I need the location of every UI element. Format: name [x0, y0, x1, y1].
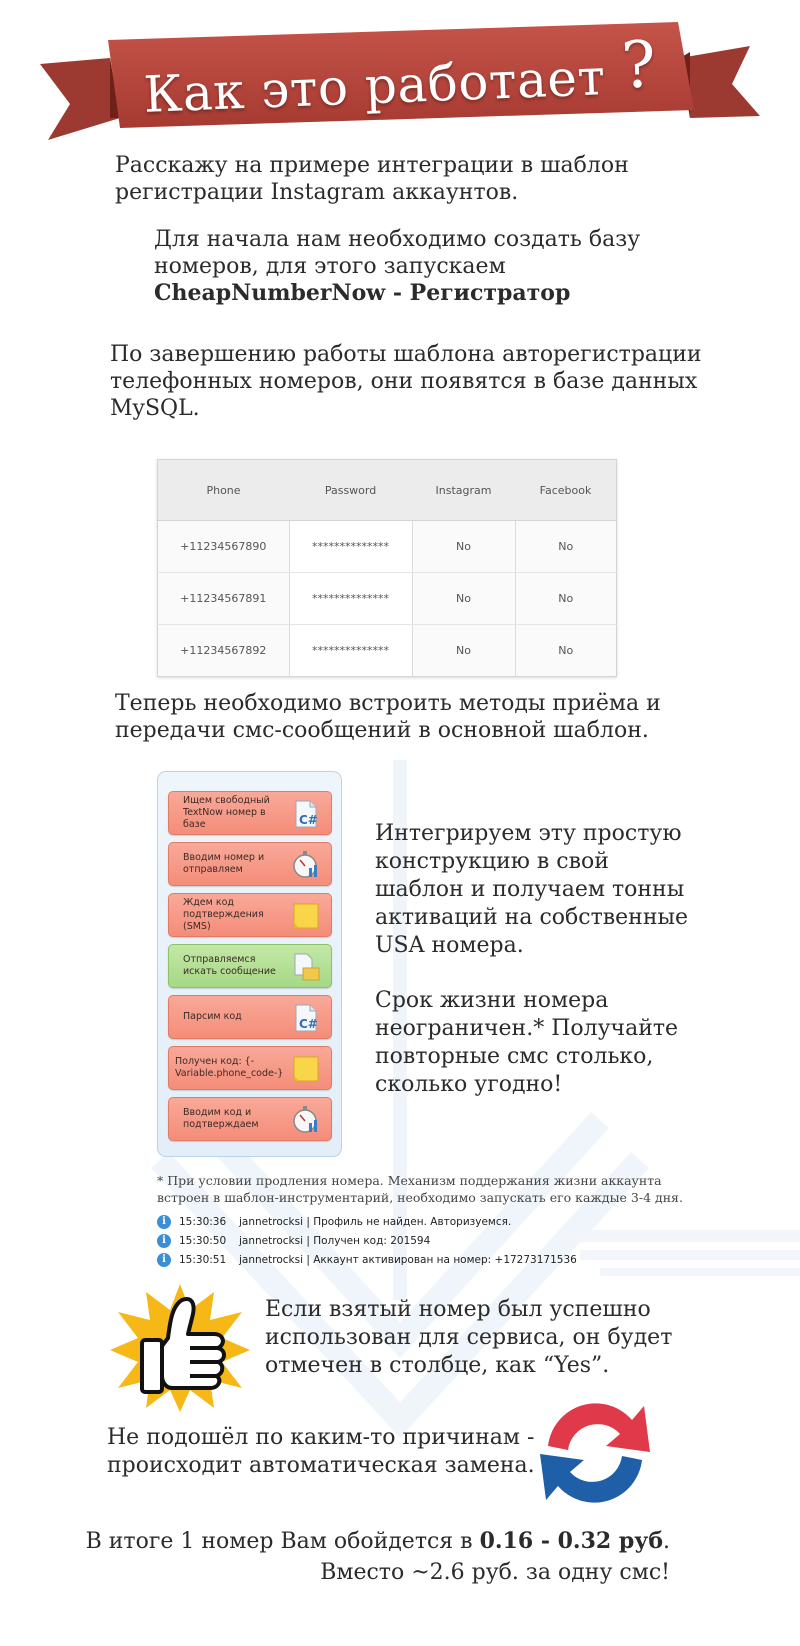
info-icon: i: [157, 1234, 171, 1248]
csharp-file-icon: [291, 799, 321, 829]
cell-password: **************: [289, 573, 412, 625]
intro-text: Расскажу на примере интеграции в шаблон регистрации Instagram аккаунтов.: [115, 153, 629, 205]
file-folder-icon: [291, 952, 321, 982]
cell-facebook: No: [515, 573, 616, 625]
log-message: jannetrocksi | Получен код: 201594: [239, 1234, 431, 1247]
template-steps-panel: [157, 771, 342, 1157]
cell-facebook: No: [515, 625, 616, 677]
cell-phone: +11234567892: [158, 625, 290, 677]
page-title: Как это работает ?: [142, 28, 658, 124]
step-search-message: Отправляемся искать сообщение: [168, 944, 332, 988]
svg-text:C#: C#: [299, 1017, 318, 1031]
next-text: Теперь необходимо встроить методы приёма и передачи смс-сообщений в основной шаблон.: [115, 691, 661, 743]
cell-phone: +11234567890: [158, 521, 290, 573]
step-parse-code: Парсим код C#: [168, 995, 332, 1039]
integrate-text: Интегрируем эту простую конструкцию в свой шаблон и получаем тонны активаций на собственные USA номера.: [375, 821, 689, 958]
step-enter-number: Вводим номер и отправляем: [168, 842, 332, 886]
thumbs-up-icon: [110, 1282, 250, 1412]
table-row: [158, 573, 617, 625]
step-enter-code: Вводим код и подтверждаем: [168, 1097, 332, 1141]
stopwatch-icon: [291, 1105, 321, 1135]
registrator-name: CheapNumberNow - Регистратор: [154, 280, 571, 306]
column-header-phone: Phone: [158, 460, 290, 521]
stopwatch-icon: [291, 850, 321, 880]
cell-facebook: No: [515, 521, 616, 573]
success-text: Если взятый номер был успешно использован для сервиса, он будет отмечен в столбце, как “Yes”.: [265, 1297, 673, 1378]
total-text: В итоге 1 номер Вам обойдется в 0.16 - 0.32 руб. Вместо ~2.6 руб. за одну смс!: [85, 1528, 670, 1585]
column-header-facebook: Facebook: [515, 460, 616, 521]
step-find-number: Ищем свободный TextNow номер в базе C#: [168, 791, 332, 835]
log-time: 15:30:50: [179, 1234, 227, 1247]
step-code-received: Получен код: {- Variable.phone_code-}: [168, 1046, 332, 1090]
log-message: jannetrocksi | Профиль не найден. Авторизуемся.: [239, 1215, 512, 1228]
sticky-note-icon: [291, 1054, 321, 1084]
step1-text: Для начала нам необходимо создать базу номеров, для этого запускаем CheapNumberNow - Регистратор: [154, 227, 641, 306]
info-icon: i: [157, 1215, 171, 1229]
column-header-password: Password: [289, 460, 412, 521]
log-time: 15:30:36: [179, 1215, 227, 1228]
cell-instagram: No: [412, 521, 515, 573]
replace-text: Не подошёл по каким-то причинам - происходит автоматическая замена.: [107, 1425, 535, 1478]
cell-instagram: No: [412, 625, 515, 677]
csharp-file-icon: [291, 1003, 321, 1033]
log-message: jannetrocksi | Аккаунт активирован на номер: +17273171536: [239, 1253, 577, 1266]
step-wait-code: Ждем код подтверждения (SMS): [168, 893, 332, 937]
cell-phone: +11234567891: [158, 573, 290, 625]
finish-text: По завершению работы шаблона авторегистрации телефонных номеров, они появятся в базе данных MySQL.: [110, 342, 702, 421]
price-range: 0.16 - 0.32 руб: [479, 1528, 663, 1554]
cell-password: **************: [289, 521, 412, 573]
footnote-text: * При условии продления номера. Механизм поддержания жизни аккаунта встроен в шаблон-инструментарий, необходимо запускать его каждые 3-4 дня.: [157, 1173, 683, 1205]
table-header-row: [158, 460, 617, 521]
table-row: [158, 625, 617, 677]
log-entry: [157, 1232, 787, 1249]
header-ribbon: [40, 18, 760, 148]
lifetime-text: Срок жизни номера неограничен.* Получайте повторные смс столько, сколько угодно!: [375, 988, 679, 1097]
activity-log: [157, 1213, 787, 1273]
cell-instagram: No: [412, 573, 515, 625]
svg-text:C#: C#: [299, 813, 318, 827]
info-icon: i: [157, 1253, 171, 1267]
phone-database-table: [157, 459, 617, 677]
cell-password: **************: [289, 625, 412, 677]
refresh-icon: [528, 1386, 662, 1520]
sticky-note-icon: [291, 901, 321, 931]
table-row: [158, 521, 617, 573]
log-time: 15:30:51: [179, 1253, 227, 1266]
column-header-instagram: Instagram: [412, 460, 515, 521]
log-entry: [157, 1213, 787, 1230]
log-entry: [157, 1251, 787, 1268]
